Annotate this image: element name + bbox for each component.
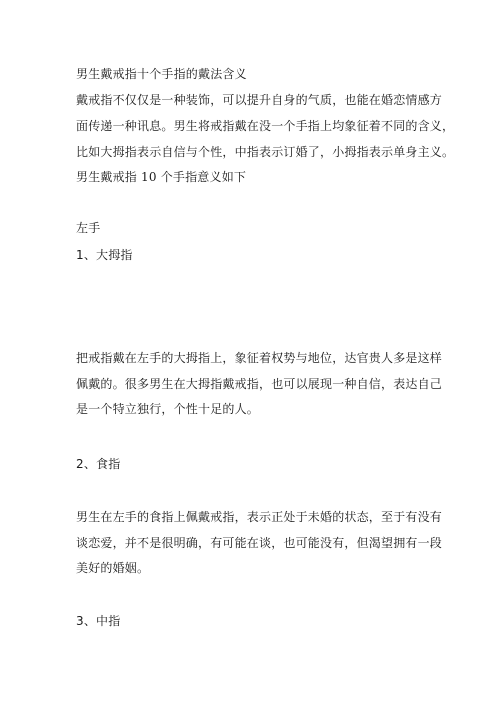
intro-line-2: 面传递一种讯息。男生将戒指戴在没一个手指上均象征着不同的含义，	[76, 119, 455, 133]
item-1-line-2: 佩戴的。很多男生在大拇指戴戒指，也可以展现一种自信，表达自己	[76, 377, 443, 391]
item-1-line-3: 是一个特立独行，个性十足的人。	[76, 402, 260, 416]
item-1-heading: 1、大拇指	[76, 248, 133, 262]
intro-line-1: 戴戒指不仅仅是一种装饰，可以提升自身的气质，也能在婚恋情感方	[76, 93, 443, 107]
item-1-line-1: 把戒指戴在左手的大拇指上，象征着权势与地位，达官贵人多是这样	[76, 351, 443, 365]
intro-line-4: 男生戴戒指 10 个手指意义如下	[76, 170, 247, 184]
intro-line-3: 比如大拇指表示自信与个性，中指表示订婚了，小拇指表示单身主义。	[76, 145, 455, 159]
item-2-line-2: 谈恋爱，并不是很明确，有可能在谈，也可能没有，但渴望拥有一段	[76, 536, 443, 550]
item-3-heading: 3、中指	[76, 614, 121, 628]
item-2-line-1: 男生在左手的食指上佩戴戒指，表示正处于未婚的状态，至于有没有	[76, 510, 443, 524]
document-title: 男生戴戒指十个手指的戴法含义	[76, 67, 247, 81]
section-left-hand: 左手	[76, 221, 101, 235]
item-2-line-3: 美好的婚姻。	[76, 561, 150, 575]
item-2-heading: 2、食指	[76, 457, 121, 471]
